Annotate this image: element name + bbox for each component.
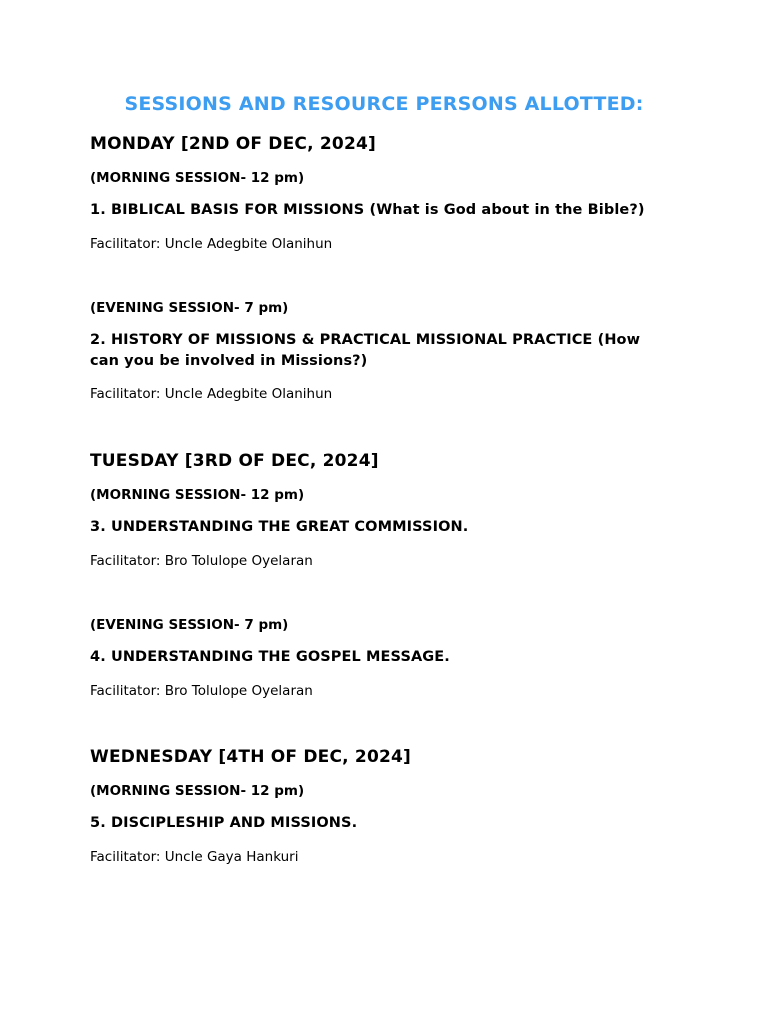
session-label: (MORNING SESSION- 12 pm) [90, 783, 305, 799]
session-topic: 2. HISTORY OF MISSIONS & PRACTICAL MISSIONAL PRACTICE (How can you be involved in Missions?) [90, 332, 641, 369]
session-label: (EVENING SESSION- 7 pm) [90, 300, 289, 316]
day-heading-wednesday: WEDNESDAY [4TH OF DEC, 2024] [90, 747, 412, 767]
session-facilitator: Facilitator: Bro Tolulope Oyelaran [90, 683, 313, 699]
session-facilitator: Facilitator: Uncle Adegbite Olanihun [90, 236, 333, 252]
session-topic: 5. DISCIPLESHIP AND MISSIONS. [90, 815, 358, 831]
session-topic: 3. UNDERSTANDING THE GREAT COMMISSION. [90, 519, 469, 535]
day-heading-monday: MONDAY [2ND OF DEC, 2024] [90, 134, 376, 154]
session-label: (EVENING SESSION- 7 pm) [90, 617, 289, 633]
session-topic: 1. BIBLICAL BASIS FOR MISSIONS (What is God about in the Bible?) [90, 202, 645, 218]
session-facilitator: Facilitator: Uncle Gaya Hankuri [90, 849, 299, 865]
session-facilitator: Facilitator: Bro Tolulope Oyelaran [90, 553, 313, 569]
session-facilitator: Facilitator: Uncle Adegbite Olanihun [90, 386, 333, 402]
session-topic: 4. UNDERSTANDING THE GOSPEL MESSAGE. [90, 649, 450, 665]
day-heading-tuesday: TUESDAY [3RD OF DEC, 2024] [90, 451, 379, 471]
document-title: SESSIONS AND RESOURCE PERSONS ALLOTTED: [124, 93, 644, 115]
session-label: (MORNING SESSION- 12 pm) [90, 487, 305, 503]
session-label: (MORNING SESSION- 12 pm) [90, 170, 305, 186]
